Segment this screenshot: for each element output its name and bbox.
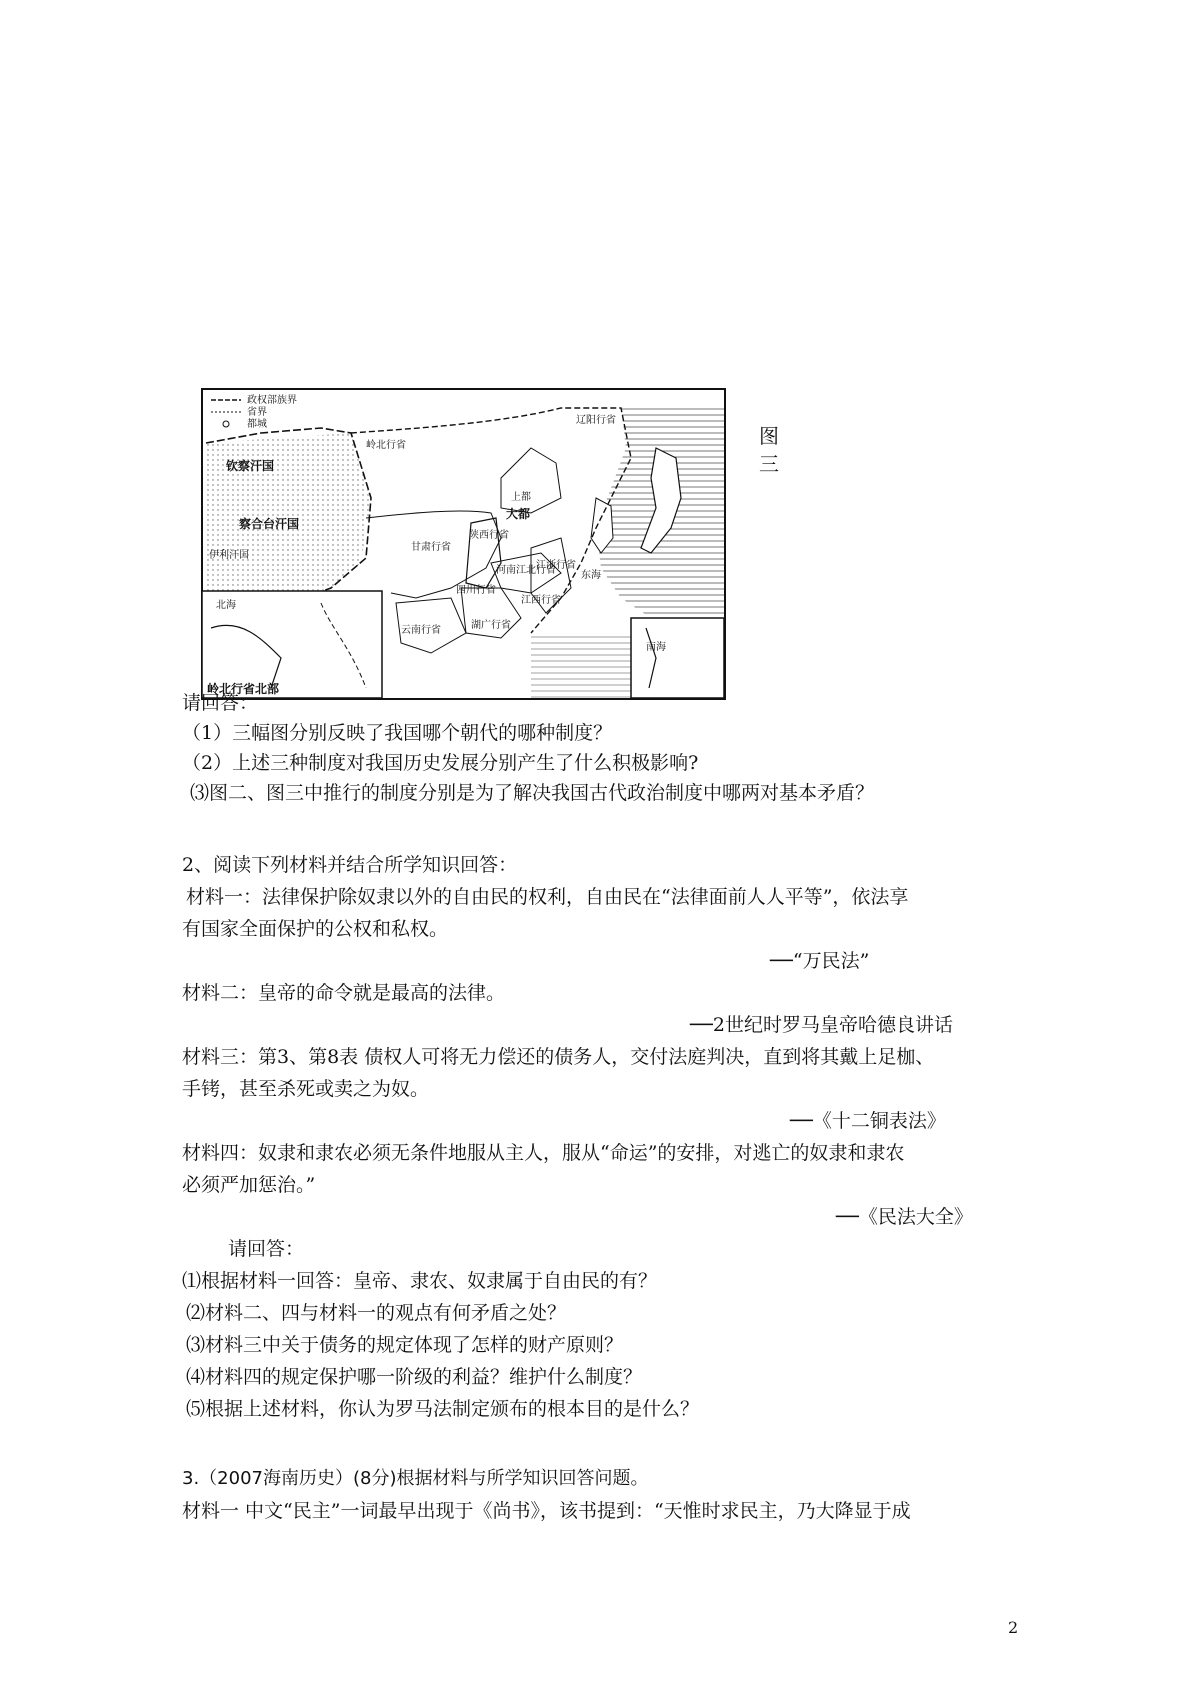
label-huguang: 湖广行省 <box>471 620 511 631</box>
q2-question-1: ⑴根据材料一回答：皇帝、隶农、奴隶属于自由民的有？ <box>182 1270 658 1292</box>
q2-material-4-line-1: 材料四：奴隶和隶农必须无条件地服从主人，服从“命运”的安排，对逃亡的奴隶和隶农 <box>182 1142 905 1164</box>
legend-boundary: 政权部族界 <box>247 395 297 406</box>
label-sichuan: 四川行省 <box>456 585 496 596</box>
q2-question-2: ⑵材料二、四与材料一的观点有何矛盾之处？ <box>186 1302 567 1324</box>
q2-material-1-line-2: 有国家全面保护的公权和私权。 <box>182 918 449 940</box>
q2-material-1-source: ──“万民法” <box>770 950 870 972</box>
q2-material-4-line-2: 必须严加惩治。” <box>182 1174 316 1196</box>
label-shaanxi: 陕西行省 <box>469 530 509 541</box>
map-drawing <box>201 388 726 700</box>
q2-material-3-line-1: 材料三：第3、第8表 债权人可将无力偿还的债务人，交付法庭判决，直到将其戴上足枷、 <box>182 1046 935 1068</box>
label-dadu: 大都 <box>506 507 531 521</box>
label-donghai: 东海 <box>581 570 601 581</box>
label-lingbei-north: 岭北行省北部 <box>207 682 280 696</box>
q1-answer-prompt: 请回答： <box>182 692 259 714</box>
q2-answer-prompt: 请回答： <box>228 1238 305 1260</box>
q2-question-4: ⑷材料四的规定保护哪一阶级的利益？维护什么制度？ <box>186 1366 643 1388</box>
label-beihai: 北海 <box>216 600 236 611</box>
legend-capital: 都城 <box>247 419 267 430</box>
label-liaoyang: 辽阳行省 <box>576 415 616 426</box>
q2-heading: 2、阅读下列材料并结合所学知识回答： <box>182 854 518 876</box>
label-kipchak: 钦察汗国 <box>226 459 275 473</box>
q2-material-3-line-2: 手铐，甚至杀死或卖之为奴。 <box>182 1078 430 1100</box>
label-nanhai: 南海 <box>646 642 666 653</box>
page-number: 2 <box>1008 1618 1019 1637</box>
label-gansu: 甘肃行省 <box>411 542 451 553</box>
q3-heading: 3.（2007海南历史）(8分)根据材料与所学知识回答问题。 <box>182 1468 649 1489</box>
label-chagatai: 察合台汗国 <box>239 517 300 531</box>
q2-material-1-line-1: 材料一：法律保护除奴隶以外的自由民的权利，自由民在“法律面前人人平等”，依法享 <box>186 886 909 908</box>
q2-material-2: 材料二：皇帝的命令就是最高的法律。 <box>182 982 506 1004</box>
q2-material-4-source: ──《民法大全》 <box>836 1206 973 1228</box>
label-henan: 河南江北行省 <box>496 565 556 576</box>
label-lingbei: 岭北行省 <box>366 440 406 451</box>
q3-material-1: 材料一 中文“民主”一词最早出现于《尚书》，该书提到：“天惟时求民主，乃大降显于成 <box>182 1500 911 1522</box>
q2-question-3: ⑶材料三中关于债务的规定体现了怎样的财产原则？ <box>186 1334 624 1356</box>
yuan-dynasty-map <box>201 388 726 700</box>
legend-province: 省界 <box>247 407 267 418</box>
label-shangdu: 上都 <box>511 492 531 503</box>
label-jiangxi: 江西行省 <box>521 595 561 606</box>
label-ilkhanate: 伊利汗国 <box>209 550 249 561</box>
q1-item-3: ⑶图二、图三中推行的制度分别是为了解决我国古代政治制度中哪两对基本矛盾？ <box>190 782 875 804</box>
q1-item-1: （1）三幅图分别反映了我国哪个朝代的哪种制度？ <box>182 722 613 744</box>
q2-question-5: ⑸根据上述材料，你认为罗马法制定颁布的根本目的是什么？ <box>186 1398 700 1420</box>
q2-material-3-source: ──《十二铜表法》 <box>790 1110 946 1132</box>
label-yunnan: 云南行省 <box>401 625 441 636</box>
q1-item-2: （2）上述三种制度对我国历史发展分别产生了什么积极影响? <box>182 752 699 774</box>
figure-caption: 图三 <box>759 424 779 476</box>
label-jiangzhe: 江浙行省 <box>536 560 576 571</box>
q2-material-2-source: ──2世纪时罗马皇帝哈德良讲话 <box>690 1014 953 1036</box>
